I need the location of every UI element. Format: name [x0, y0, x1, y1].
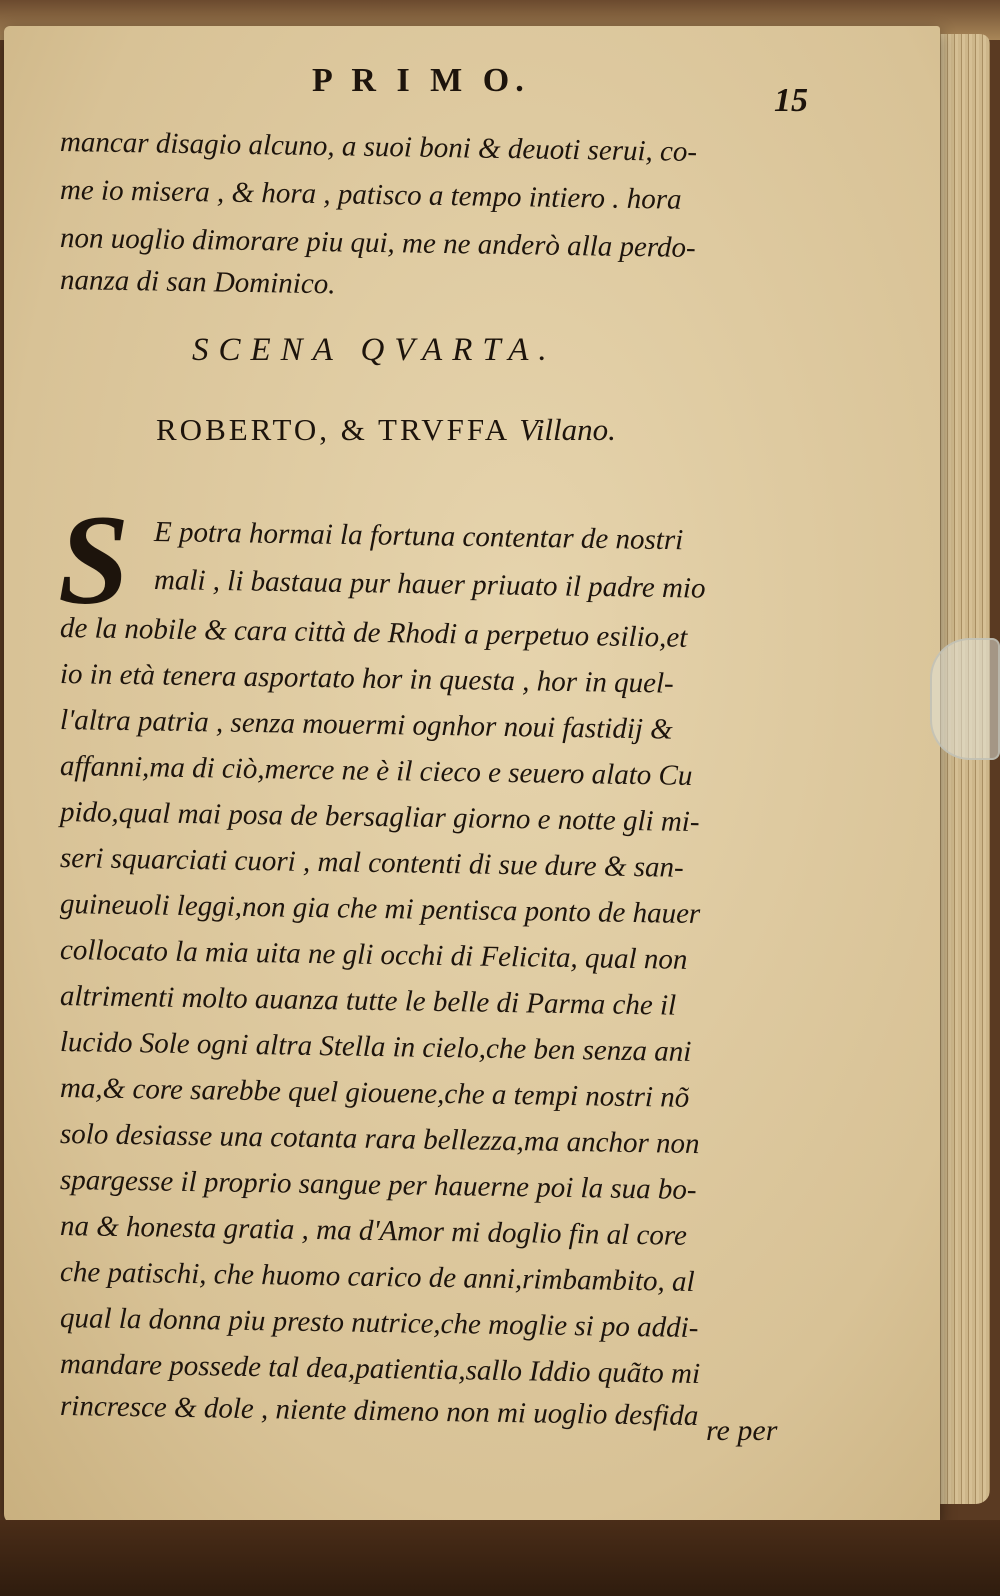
speech-line: rincresce & dole , niente dimeno non mi uoglio desfida: [59, 1390, 699, 1433]
speech-line: l'altra patria , senza mouermi ognhor noui fastidij &: [59, 704, 674, 746]
speech-line: spargesse il proprio sangue per hauerne poi la sua bo-: [59, 1164, 697, 1206]
character-role: Villano.: [519, 412, 616, 447]
speech-line: io in età tenera asportato hor in questa , hor in quel-: [59, 658, 674, 700]
speech-line: solo desiasse una cotanta rara bellezza,ma anchor non: [59, 1118, 700, 1161]
speech-line: affanni,ma di ciò,merce ne è il cieco e seuero alato Cu: [59, 750, 693, 792]
intro-line: me io misera , & hora , patisco a tempo intiero . hora: [59, 174, 682, 216]
speech-line: collocato la mia uita ne gli occhi di Felicita, qual non: [59, 934, 688, 976]
speech-line: guineuoli leggi,non gia che mi pentisca ponto de hauer: [59, 888, 701, 931]
catchword: re per: [706, 1414, 778, 1447]
speech-line: qual la donna piu presto nutrice,che moglie si po addi-: [59, 1302, 699, 1345]
page-clip: [930, 638, 1000, 760]
running-head: P R I M O.: [312, 62, 530, 99]
speech-line: che patischi, che huomo carico de anni,rimbambito, al: [59, 1256, 695, 1298]
speech-line: lucido Sole ogni altra Stella in cielo,che ben senza ani: [59, 1026, 692, 1068]
scene-title: SCENA QVARTA.: [192, 332, 557, 368]
book-bottom-edge: [0, 1520, 1000, 1596]
drop-cap: S: [58, 489, 130, 631]
speech-line: mandare possede tal dea,patientia,sallo Iddio quãto mi: [59, 1348, 701, 1391]
speech-line: de la nobile & cara città de Rhodi a perpetuo esilio,et: [59, 612, 688, 654]
speech-line: pido,qual mai posa de bersagliar giorno e notte gli mi-: [59, 796, 700, 839]
page-number: 15: [774, 82, 808, 119]
intro-line: non uoglio dimorare piu qui, me ne anderò alla perdo-: [59, 222, 696, 264]
speech-line: seri squarciati cuori , mal contenti di sue dure & san-: [59, 842, 684, 884]
intro-line: mancar disagio alcuno, a suoi boni & deuoti serui, co-: [59, 126, 698, 169]
character-names: ROBERTO, & TRVFFA: [156, 412, 509, 447]
speech-line: E potra hormai la fortuna contentar de nostri: [153, 516, 684, 557]
speech-line: altrimenti molto auanza tutte le belle di Parma che il: [59, 980, 677, 1022]
speech-line: mali , li bastaua pur hauer priuato il padre mio: [153, 564, 706, 605]
book-page: [4, 26, 940, 1524]
page-text: [4, 26, 940, 1524]
intro-line: nanza di san Dominico.: [59, 264, 336, 301]
character-list: [156, 412, 616, 448]
speech-line: ma,& core sarebbe quel giouene,che a tempi nostri nõ: [59, 1072, 690, 1114]
speech-line: na & honesta gratia , ma d'Amor mi doglio fin al core: [59, 1210, 688, 1252]
